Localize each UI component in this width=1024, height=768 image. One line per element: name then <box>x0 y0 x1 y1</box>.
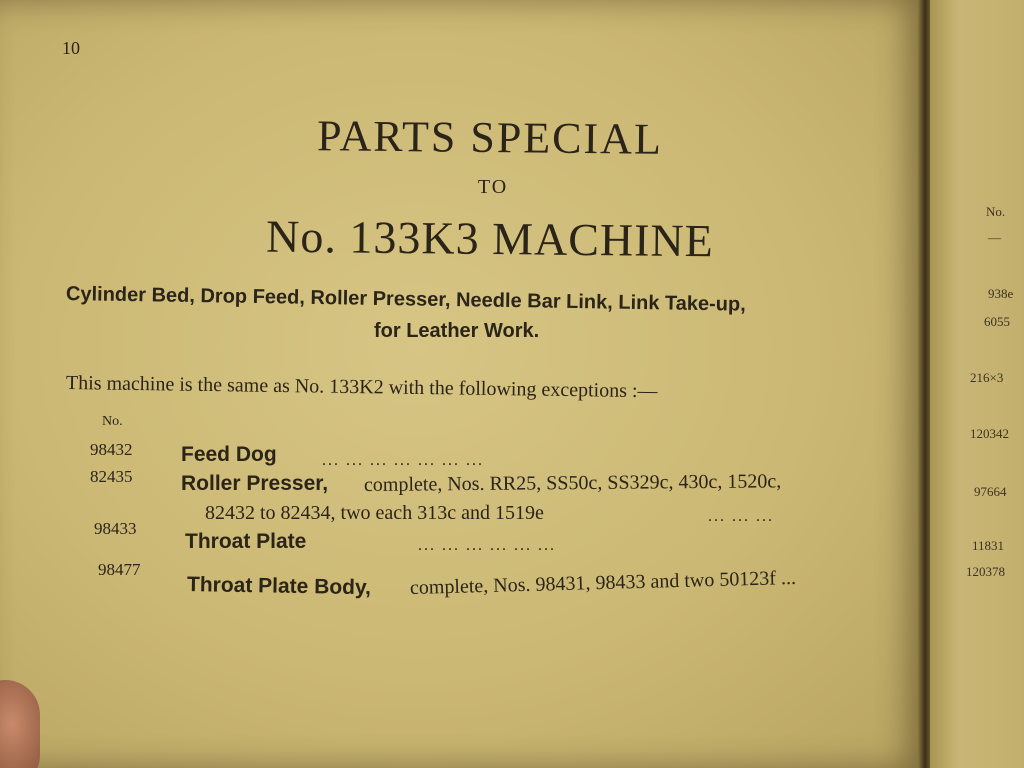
title-connector: TO <box>477 176 509 198</box>
leader-dots: ... ... ... ... ... ... <box>418 537 556 554</box>
part-number: 98432 <box>90 440 133 459</box>
intro-text: This machine is the same as No. 133K2 with the following exceptions :— <box>65 372 658 403</box>
leader-dots: ... ... ... <box>708 508 774 525</box>
facing-page <box>930 0 1024 768</box>
facing-part-number: 938e <box>988 286 1014 301</box>
part-detail: complete, Nos. 98431, 98433 and two 50123f ... <box>409 566 797 599</box>
part-name: Throat Plate Body, <box>186 573 372 600</box>
page-title: PARTS SPECIAL <box>316 111 664 164</box>
part-number: 82435 <box>90 467 133 486</box>
facing-column-header: No. <box>986 204 1006 219</box>
part-number: 98477 <box>98 560 141 579</box>
subtitle-line-2: for Leather Work. <box>374 320 540 342</box>
subtitle-line-1: Cylinder Bed, Drop Feed, Roller Presser, Needle Bar Link, Link Take-up, <box>65 283 746 316</box>
machine-heading: No. 133K3 MACHINE <box>265 210 715 267</box>
facing-part-number: 120342 <box>970 426 1009 441</box>
facing-part-number: 11831 <box>972 538 1005 553</box>
part-number: 98433 <box>94 519 137 538</box>
part-name: Roller Presser, <box>181 472 329 495</box>
leader-dots: ... ... ... ... ... ... ... <box>322 452 484 469</box>
facing-part-number: 97664 <box>974 484 1007 499</box>
part-name: Feed Dog <box>181 443 277 466</box>
facing-part-number: 120378 <box>966 564 1005 579</box>
page-number: 10 <box>62 38 80 58</box>
part-detail-continued: 82432 to 82434, two each 313c and 1519e <box>205 502 544 524</box>
part-name: Throat Plate <box>185 530 307 553</box>
facing-part-number: 216×3 <box>970 370 1004 385</box>
facing-dash: — <box>988 230 1001 245</box>
part-detail: complete, Nos. RR25, SS50c, SS329c, 430c, 1520c, <box>363 470 782 496</box>
facing-part-number: 6055 <box>984 314 1010 329</box>
column-header-no: No. <box>102 414 123 429</box>
